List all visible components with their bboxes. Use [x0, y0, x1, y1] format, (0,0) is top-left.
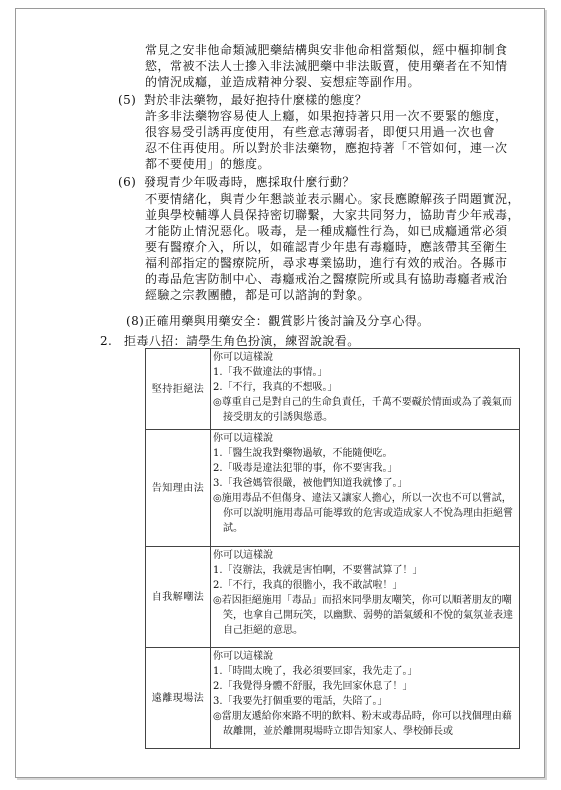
item-6-heading: (6) 發現青少年吸毒時，應採取什麼行動？	[118, 175, 355, 189]
method-content: 你可以這樣說 1.「沒辦法，我就是害怕啊，不要嘗試算了！」 2.「不行，我真的很膽小，我不敢試啦！」 ◎若因拒絕施用「毒品」而招來同學朋友嘲笑，你可以順著朋友的嘲笑，也拿自己開玩笑，以幽默、弱勢的語氣緩和不悅的氣氛並表達自己拒絕的意思。	[211, 547, 520, 648]
table-row	[146, 648, 520, 749]
item-8-heading: (8)正確用藥與用藥安全：觀賞影片後討論及分享心得。	[126, 314, 430, 328]
item-6-body: 不要情緒化，與青少年懇談並表示關心。家長應瞭解孩子問題實況， 並與學校輔導人員保持密切聯繫，大家共同努力，協助青少年戒毒， 才能防止情況惡化。吸毒，是一種成癮性行為，如已成癮通常必須 要有醫療介入，所以，如確認青少年患有毒癮時，應該帶其至衛生 福利部指定的醫療院所，尋求專業協助，進行有效的戒治。各縣市 的毒品危害防制中心、毒癮戒治之醫療院所或具有協助毒癮者戒治 經驗之宗教團體，都是可以諮詢的對象。	[145, 192, 521, 302]
table-row	[146, 430, 520, 547]
method-name: 告知理由法	[146, 430, 211, 547]
table-row	[146, 349, 520, 430]
refusal-methods-table	[145, 348, 520, 749]
method-content: 你可以這樣說 1.「我不做違法的事情。」 2.「不行，我真的不想吸。」 ◎尊重自己是對自己的生命負責任，千萬不要礙於情面或為了義氣而接受朋友的引誘與慫恿。	[211, 349, 520, 430]
method-content: 你可以這樣說 1.「時間太晚了，我必須要回家，我先走了。」 2.「我覺得身體不舒服，我先回家休息了！」 3.「我要先打個重要的電話，失陪了。」 ◎當朋友遞給你來路不明的飲料、粉末或毒品時，你可以找個理由藉故離開，並於離開現場時立即告知家人、學校師長或	[211, 648, 520, 749]
method-name: 自我解嘲法	[146, 547, 211, 648]
item-5-heading: (5) 對於非法藥物，最好抱持什麼樣的態度？	[118, 93, 368, 107]
intro-paragraph: 常見之安非他命類減肥藥結構與安非他命相當類似，經中樞抑制食 慾，常被不法人士摻入非法減肥藥中非法販賣，使用藥者在不知情 的情況成癮，並造成精神分裂、妄想症等副作用。	[145, 43, 508, 89]
section-2-heading: 2. 拒毒八招：請學生角色扮演，練習說說看。	[100, 334, 360, 348]
method-name: 遠離現場法	[146, 648, 211, 749]
table-row	[146, 547, 520, 648]
method-name: 堅持拒絕法	[146, 349, 211, 430]
item-5-body: 許多非法藥物容易使人上癮，如果抱持著只用一次不要緊的態度， 很容易受引誘再度使用，有些意志薄弱者，即便只用過一次也會 忍不住再使用。所以對於非法藥物，應抱持著「不管如何，連一次 都不要使用」的態度。	[145, 109, 508, 171]
method-content: 你可以這樣說 1.「醫生說我對藥物過敏，不能隨便吃。 2.「吸毒是違法犯罪的事，你不要害我。」 3.「我爸媽管很嚴，被他們知道我就慘了。」 ◎施用毒品不但傷身、違法又讓家人擔心，所以一次也不可以嘗試，你可以說明施用毒品可能導致的危害或造成家人不悅為理由拒絕嘗試。	[211, 430, 520, 547]
